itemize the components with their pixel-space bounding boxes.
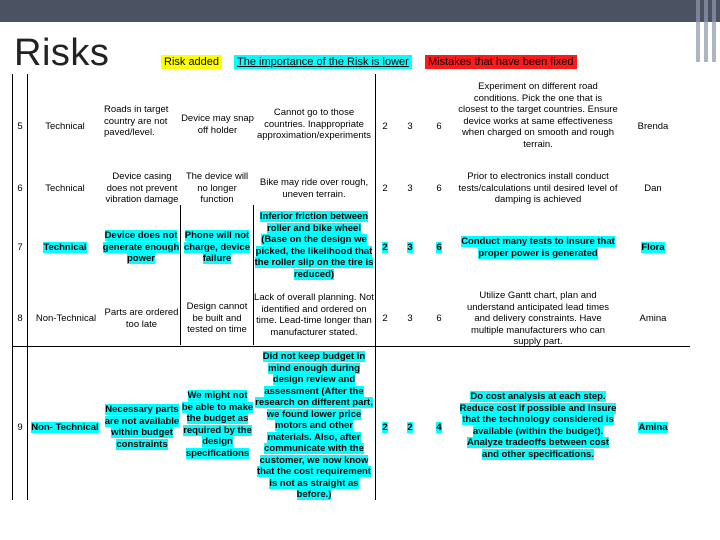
risk-cause: Device does not generate enough power	[102, 230, 180, 264]
risk-effect: Lack of overall planning. Not identified and ordered on time. Lead-time longer than manufacturer stated.	[254, 292, 374, 338]
row-number: 6	[17, 183, 23, 194]
legend-risk-lower: The importance of the Risk is lower	[234, 55, 412, 69]
risk-type: Technical	[43, 242, 87, 253]
decor-bar	[704, 22, 708, 62]
risk-effect: Inferior friction between roller and bike wheel (Base on the design we picked, the likelihood that the roller slip on the tire is reduced)	[254, 211, 374, 280]
risk-severity: 2	[382, 121, 388, 132]
slide-title: Risks	[14, 32, 110, 74]
risk-rating: 6	[436, 183, 442, 194]
risk-type: Technical	[45, 121, 85, 132]
risk-event: Design cannot be built and tested on time	[186, 301, 248, 335]
decor-bar	[696, 22, 700, 62]
risk-mitigation: Utilize Gantt chart, plan and understand anticipated lead times and delivery constraints. Have multiple manufacturers who can supply part.	[466, 290, 610, 347]
risk-event: Device may snap off holder	[181, 113, 254, 136]
risk-likelihood: 3	[407, 121, 413, 132]
risk-severity: 2	[382, 422, 388, 433]
slide-top-bar	[0, 0, 720, 22]
risk-event: The device will no longer function	[185, 171, 249, 205]
risk-severity: 2	[382, 313, 388, 324]
risk-rating: 6	[436, 242, 442, 253]
risk-cause: Parts are ordered too late	[104, 307, 179, 330]
risk-type: Non- Technical	[31, 422, 99, 433]
risk-likelihood: 3	[407, 242, 413, 253]
risk-mitigation: Prior to electronics install conduct tests/calculations until desired level of damping is achieved	[458, 171, 618, 205]
risk-owner: Amina	[639, 313, 667, 324]
risk-event: We might not be able to make the budget as required by the design specifications	[181, 390, 254, 459]
risk-rating: 6	[436, 313, 442, 324]
table-col-line	[375, 74, 376, 500]
risk-type: Non-Technical	[35, 313, 97, 324]
risk-likelihood: 2	[407, 422, 413, 433]
risk-cause: Roads in target country are not paved/level.	[104, 104, 169, 138]
row-number: 7	[17, 242, 23, 253]
row-number: 8	[17, 313, 23, 324]
risk-event: Phone will not charge, device failure	[183, 230, 250, 264]
row-number: 9	[17, 422, 23, 433]
risk-rating: 6	[436, 121, 442, 132]
risk-mitigation: Conduct many tests to insure that proper power is generated	[461, 236, 615, 259]
table-col-line	[27, 74, 28, 500]
risk-likelihood: 3	[407, 313, 413, 324]
risk-owner: Dan	[644, 183, 662, 194]
risk-severity: 2	[382, 183, 388, 194]
risk-owner: Amina	[638, 422, 668, 433]
legend-risk-added: Risk added	[161, 55, 222, 69]
risk-effect: Bike may ride over rough, uneven terrain.	[259, 177, 369, 200]
decor-bar	[712, 22, 716, 62]
risk-severity: 2	[382, 242, 388, 253]
risk-type: Technical	[45, 183, 85, 194]
risk-owner: Brenda	[637, 121, 669, 132]
risk-effect: Did not keep budget in mind enough during design review and assessment (After the research on different part, we found lower price motors and other materials. Also, after communicate with the customer, we now know that the cost requirement is not as straight as before.)	[255, 351, 373, 500]
risk-cause: Device casing does not prevent vibration damage	[105, 171, 179, 205]
risk-mitigation: Do cost analysis at each step. Reduce cost if possible and insure that the technology considered is available (within the budget). Analyze tradeoffs between cost and other specifications.	[459, 391, 617, 460]
risk-mitigation: Experiment on different road conditions. Pick the one that is closest to the target countries. Ensure device works at same effectiveness when charged on smooth and rough terrain.	[458, 81, 618, 150]
risk-rating: 4	[436, 422, 442, 433]
legend-mistakes-fixed: Mistakes that have been fixed	[425, 55, 577, 69]
table-border-left	[12, 74, 13, 500]
risk-likelihood: 3	[407, 183, 413, 194]
row-number: 5	[17, 121, 23, 132]
risk-effect: Cannot go to those countries. Inappropriate approximation/experiments	[256, 107, 372, 141]
risk-cause: Necessary parts are not available within budget constraints	[104, 404, 180, 450]
risk-owner: Flora	[641, 242, 665, 253]
